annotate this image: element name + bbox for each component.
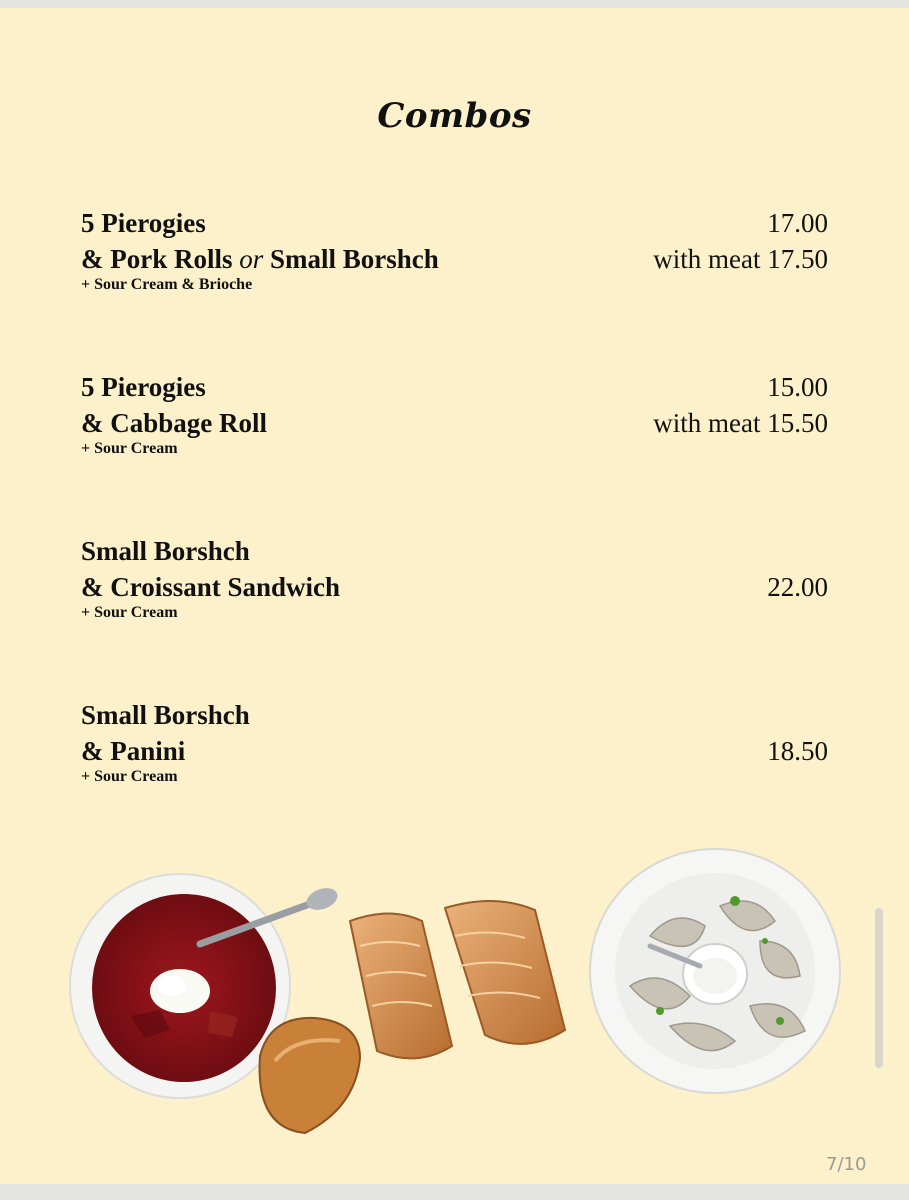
cabbage-roll <box>445 901 565 1044</box>
borshch-bowl <box>70 874 290 1098</box>
combo-price: 22.00 <box>767 572 828 602</box>
combo-item <box>81 208 828 308</box>
combo-accompaniment: + Sour Cream <box>81 604 178 621</box>
combo-item <box>81 372 828 472</box>
combo-subtitle: & Panini <box>81 736 186 766</box>
scrollbar[interactable] <box>875 908 883 1068</box>
combo-subtitle: & Croissant Sandwich <box>81 572 341 602</box>
combo-price-with-meat: with meat 15.50 <box>653 408 828 438</box>
combo-name: 5 Pierogies <box>81 372 206 402</box>
cabbage-roll <box>350 914 452 1059</box>
combo-accompaniment: + Sour Cream <box>81 440 178 457</box>
combo-price: 15.00 <box>767 372 828 402</box>
bottom-bar <box>0 1184 909 1200</box>
combo-subtitle: & Cabbage Roll <box>81 408 268 438</box>
combo-accompaniment: + Sour Cream & Brioche <box>81 276 253 293</box>
combo-price-with-meat: with meat 17.50 <box>653 244 828 274</box>
section-title: Combos <box>377 96 532 136</box>
combo-name: Small Borshch <box>81 536 250 566</box>
combo-name: 5 Pierogies <box>81 208 206 238</box>
combo-price: 17.00 <box>767 208 828 238</box>
combo-accompaniment: + Sour Cream <box>81 768 178 785</box>
combo-item <box>81 536 828 636</box>
combo-item <box>81 700 828 800</box>
combo-subtitle: & Pork Rolls or Small Borshch <box>81 244 439 274</box>
pierogies-plate <box>590 849 840 1093</box>
brioche-bun <box>260 1018 360 1133</box>
combo-name: Small Borshch <box>81 700 250 730</box>
page-indicator: 7/10 <box>826 1154 867 1175</box>
food-photos <box>60 846 850 1146</box>
menu-page <box>0 8 909 1184</box>
combo-price: 18.50 <box>767 736 828 766</box>
